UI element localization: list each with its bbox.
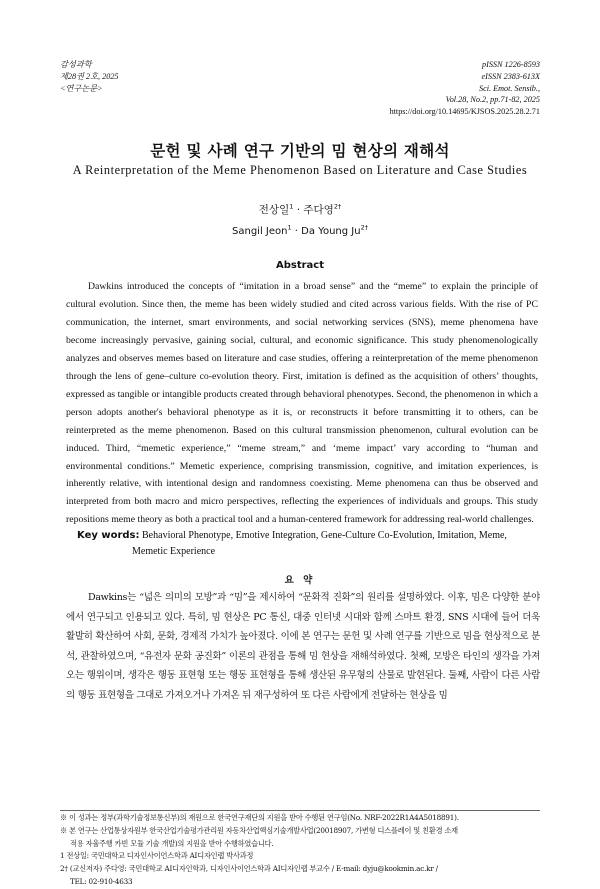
journal-header-left	[60, 59, 119, 95]
summary-heading: 요 약	[284, 575, 316, 586]
footnote-funding-2-cont: 적용 자율주행 카빈 모듈 기술 개발)의 지원을 받아 수행하였습니다.	[70, 838, 274, 848]
author-2-en: Da Young Ju	[301, 226, 361, 237]
keywords	[77, 528, 547, 560]
affil-mark-1: 1	[287, 223, 292, 232]
journal-volume: 제28권 2호, 2025	[60, 72, 119, 81]
affil-mark-2: 2†	[333, 202, 342, 211]
footnote-author-2-cont: TEL: 02-910-4633	[70, 876, 133, 886]
footnote-funding-1: ※ 이 성과는 정부(과학기술정보통신부)의 재원으로 한국연구재단의 지원을 받아 수행된 연구임(No. NRF-2022R1A4A5018891).	[60, 813, 459, 822]
author-separator: ·	[291, 226, 302, 237]
author-separator: ·	[293, 204, 304, 216]
volume-pages: Vol.28, No.2, pp.71-82, 2025	[445, 95, 540, 105]
footnote-author-1: 1 전상일: 국민대학교 디자인사이언스학과 AI디자인랩 박사과정	[60, 851, 254, 861]
article-type: <연구논문>	[60, 84, 103, 93]
authors-korean	[0, 202, 600, 217]
abstract-text: Dawkins introduced the concepts of “imitation in a broad sense” and the “meme” to explain the principle of cultural evolution. Since then, the meme has been widely studied and cited across various fields. With the rise of PC communication, the internet, smart environments, and social networking services (SNS), meme phenomena have become increasingly pervasive, gaining social, cultural, and economic significance. This study phenomenologically analyzes and observes memes based on literature and case studies, offering a reinterpretation of the meme phenomenon through the lens of gene–culture co-evolution theory. First, imitation is defined as the acquisition of others’ thoughts, expressed as tangible or intangible products created through behavioral phenotypes. Second, the phenomenon in which a person adopts another's behavioral phenotype as it is, or reconstructs it before transmitting it to others, can be reinterpreted as the meme phenomenon. Based on this cultural transmission phenomenon, cultural evolution can be induced. Third, “memetic experience,” “meme stream,” and ‘meme impact’ vary according to “human and environmental conditions.” Memetic experience, comprising transmission, cognitive, and imitation experiences, is inherently relative, with intentional design and randomness coexisting. Meme phenomena can thus be observed and interpreted from both macro and micro perspectives, reflecting the experiences of individuals and groups. This study repositions meme theory as both a practical tool and a human-centered framework for addressing real-world challenges.	[66, 281, 538, 526]
pissn: pISSN 1226-8593	[482, 60, 540, 69]
keywords-list: Behavioral Phenotype, Emotive Integration, Gene-Culture Co-Evolution, Imitation, Meme,	[142, 530, 507, 541]
affil-mark-1: 1	[289, 202, 294, 211]
footnotes	[60, 812, 542, 889]
abstract-heading: Abstract	[275, 260, 325, 271]
title-english: A Reinterpretation of the Meme Phenomenon Based on Literature and Case Studies	[72, 163, 528, 177]
footnote-author-2: 2† (교신저자) 주다영: 국민대학교 AI디자인학과, 디자인사이언스학과 AI디자인랩 부교수 / E-mail: dyju@kookmin.ac.kr /	[60, 864, 438, 874]
authors-english	[0, 223, 600, 237]
author-1-en: Sangil Jeon	[232, 226, 288, 237]
author-1-ko: 전상일	[258, 204, 290, 216]
footnote-divider	[60, 810, 540, 811]
author-2-ko: 주다영	[303, 204, 334, 216]
footnote-funding-2: ※ 본 연구는 산업통상자원부 한국산업기술평가관리원 자동차산업핵심기술개발사업(20018907, 가변형 디스플레이 및 친환경 소재	[60, 825, 458, 835]
eissn: eISSN 2383-613X	[481, 71, 540, 81]
keywords-label: Key words:	[77, 530, 140, 541]
journal-name: 감성과학	[60, 60, 92, 69]
journal-abbrev: Sci. Emot. Sensib.,	[479, 83, 540, 93]
journal-header-right	[390, 59, 540, 118]
doi-link[interactable]: https://doi.org/10.14695/KJSOS.2025.28.2.71	[389, 107, 540, 117]
keywords-list-cont: Memetic Experience	[132, 546, 216, 557]
title-korean: 문헌 및 사례 연구 기반의 밈 현상의 재해석	[150, 142, 450, 160]
summary-text: Dawkins는 “넓은 의미의 모방”과 “밈”을 제시하여 “문화적 진화”의 원리를 설명하였다. 이후, 밈은 다양한 분야에서 연구되고 인용되고 있다. 특히, 밈 현상은 PC 통신, 대중 인터넷 시대와 함께 스마트 환경, SNS 시대에 들어 더욱 활발히 확산하여 사회, 문화, 경제적 가치가 높아졌다. 이에 본 연구는 문헌 및 사례 연구를 기반으로 밈을 현상적으로 분석, 관찰하였으며, “유전자 문화 공진화” 이론의 관점을 통해 밈 현상을 재해석하였다. 첫째, 모방은 타인의 생각을 가져오는 행위이며, 생각은 행동 표현형 또는 행동 표현형을 통해 생산된 유무형의 산물로 발현된다. 둘째, 사람이 다른 사람의 행동 표현형을 그대로 가져오거나 가져온 뒤 재구성하여 또 다른 사람에게 전달하는 현상을 밈	[66, 592, 540, 701]
affil-mark-2: 2†	[360, 223, 368, 232]
